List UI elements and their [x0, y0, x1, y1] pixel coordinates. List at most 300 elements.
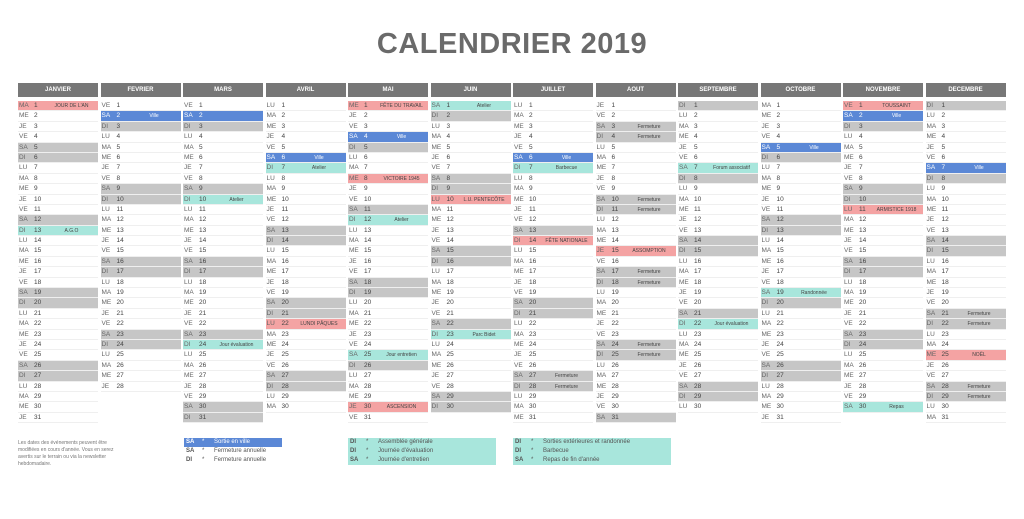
weekday-label: ME	[101, 153, 112, 161]
day-number: 8	[34, 174, 38, 182]
weekday-label: JE	[761, 122, 770, 130]
month-aout	[596, 83, 676, 423]
day-number: 23	[281, 330, 289, 338]
day-row	[596, 184, 676, 194]
weekday-label: ME	[101, 372, 112, 380]
day-number: 12	[611, 216, 619, 224]
weekday-label: MA	[184, 289, 194, 297]
day-number: 11	[199, 205, 206, 213]
day-row	[843, 278, 923, 288]
day-number: 12	[446, 216, 454, 224]
weekday-label: LU	[19, 164, 28, 172]
day-number: 20	[941, 299, 949, 307]
day-row	[18, 153, 98, 163]
day-number: 23	[199, 330, 207, 338]
day-row	[926, 319, 1006, 329]
day-number: 27	[446, 372, 454, 380]
day-row	[431, 267, 511, 277]
weekday-label: VE	[19, 205, 28, 213]
weekday-label: LU	[266, 320, 275, 328]
day-row	[513, 174, 593, 184]
day-number: 31	[364, 413, 372, 421]
day-row	[678, 392, 758, 402]
day-number: 15	[34, 247, 42, 255]
month-janvier	[18, 83, 98, 423]
weekday-label: DI	[514, 164, 521, 172]
day-number: 22	[611, 320, 619, 328]
day-number: 16	[199, 257, 207, 265]
weekday-label: VE	[596, 330, 606, 338]
day-number: 15	[281, 247, 289, 255]
day-row	[596, 361, 676, 371]
day-number: 3	[446, 122, 451, 130]
day-number: 13	[116, 226, 124, 234]
day-number: 10	[694, 195, 702, 203]
weekday-label: SA	[926, 164, 936, 172]
day-row	[183, 226, 263, 236]
day-number: 8	[611, 174, 616, 182]
day-row	[101, 361, 181, 371]
day-row	[596, 215, 676, 225]
day-number: 2	[529, 112, 533, 120]
day-row	[513, 195, 593, 205]
weekday-label: MA	[349, 309, 359, 317]
day-number: 19	[694, 289, 702, 297]
day-row	[596, 226, 676, 236]
day-row	[843, 288, 923, 298]
day-number: 24	[446, 340, 454, 348]
day-number: 18	[859, 278, 867, 286]
event-label: Atelier	[476, 103, 492, 109]
weekday-label: SA	[266, 299, 276, 307]
weekday-label: JE	[101, 237, 110, 245]
day-row	[926, 361, 1006, 371]
weekday-label: DI	[349, 289, 356, 297]
weekday-label: ME	[19, 330, 29, 338]
weekday-label: ME	[431, 289, 442, 297]
weekday-label: JE	[19, 195, 27, 203]
day-row	[678, 226, 758, 236]
weekday-label: ME	[761, 330, 772, 338]
legend-item	[348, 447, 496, 456]
day-number: 4	[34, 133, 38, 141]
weekday-label: MA	[19, 247, 29, 255]
weekday-label: LU	[844, 205, 853, 213]
month-mai	[348, 83, 428, 423]
day-number: 26	[281, 361, 289, 369]
day-number: 11	[446, 205, 454, 213]
weekday-label: MA	[926, 340, 937, 348]
legend-text: Fermeture annuelle	[214, 448, 267, 454]
weekday-label: MA	[184, 216, 194, 224]
day-number: 6	[529, 153, 533, 161]
day-row	[596, 122, 676, 132]
day-number: 1	[941, 102, 946, 109]
day-number: 15	[446, 247, 454, 255]
weekday-label: JE	[101, 382, 110, 390]
day-row	[926, 111, 1006, 121]
weekday-label: JE	[514, 205, 522, 213]
day-row	[183, 215, 263, 225]
day-number: 14	[694, 237, 702, 245]
day-row	[926, 132, 1006, 142]
weekday-label: LU	[101, 278, 110, 286]
legend-item	[513, 438, 671, 447]
event-label: Ville	[809, 144, 819, 151]
weekday-label: JE	[761, 195, 770, 203]
day-number: 10	[281, 195, 289, 203]
day-number: 20	[859, 299, 867, 307]
day-number: 8	[941, 174, 946, 182]
footnote: Les dates des événements peuvent être modifiées en cours d'année. Vous en serez avertis sur le terrain ou via la newsletter hebdomadaire.	[18, 440, 114, 467]
weekday-label: ME	[349, 102, 359, 109]
day-row	[18, 413, 98, 423]
day-row	[926, 413, 1006, 423]
day-number: 18	[446, 278, 454, 286]
day-row	[761, 205, 841, 215]
weekday-label: LU	[514, 392, 523, 400]
day-row	[513, 371, 593, 381]
day-number: 16	[446, 257, 454, 265]
day-row	[513, 382, 593, 392]
day-number: 18	[529, 278, 537, 286]
day-row	[926, 330, 1006, 340]
weekday-label: LU	[266, 392, 275, 400]
weekday-label: SA	[679, 164, 688, 172]
weekday-label: MA	[19, 392, 29, 400]
weekday-label: VE	[266, 289, 276, 297]
day-row	[843, 163, 923, 173]
weekday-label: ME	[926, 205, 937, 213]
weekday-label: MA	[596, 299, 607, 307]
day-number: 30	[364, 403, 372, 411]
weekday-label: SA	[431, 392, 441, 400]
weekday-label: DI	[926, 320, 933, 328]
event-label: FÊTE DU TRAVAIL	[380, 103, 423, 109]
day-row	[266, 382, 346, 392]
day-row	[926, 267, 1006, 277]
day-number: 10	[776, 195, 784, 203]
day-row	[101, 205, 181, 215]
day-row	[513, 267, 593, 277]
weekday-label: DI	[514, 237, 521, 245]
weekday-label: ME	[266, 195, 277, 203]
weekday-label: MA	[514, 185, 524, 193]
weekday-label: ME	[184, 153, 194, 161]
month-header: SEPTEMBRE	[678, 83, 758, 97]
event-label: NOËL	[972, 352, 986, 359]
day-row	[926, 184, 1006, 194]
day-row	[678, 122, 758, 132]
day-row	[431, 288, 511, 298]
weekday-label: LU	[926, 257, 935, 265]
day-row	[678, 205, 758, 215]
weekday-label: ME	[184, 372, 194, 380]
weekday-label: DI	[266, 164, 273, 172]
day-row	[348, 319, 428, 329]
weekday-label: ME	[679, 133, 689, 141]
day-row	[183, 236, 263, 246]
weekday-label: SA	[596, 195, 606, 203]
day-number: 13	[859, 226, 867, 234]
event-label: Jour évaluation	[219, 341, 254, 348]
weekday-label: MA	[184, 143, 194, 151]
weekday-label: LU	[679, 257, 688, 265]
day-row	[926, 163, 1006, 173]
day-row	[18, 236, 98, 246]
event-label: Fermeture	[637, 123, 661, 130]
day-row	[678, 330, 758, 340]
weekday-label: VE	[514, 361, 523, 369]
day-row	[926, 288, 1006, 298]
day-number: 12	[199, 216, 207, 224]
weekday-label: ME	[514, 195, 524, 203]
weekday-label: SA	[431, 102, 441, 109]
weekday-label: VE	[101, 247, 111, 255]
day-row	[183, 288, 263, 298]
weekday-label: SA	[19, 289, 28, 297]
weekday-label: MA	[266, 403, 277, 411]
day-row	[761, 246, 841, 256]
weekday-label: DI	[596, 205, 603, 213]
weekday-label: ME	[431, 143, 442, 151]
weekday-label: MA	[431, 351, 442, 359]
event-label: Fermeture	[637, 134, 661, 141]
event-label: Atelier	[311, 165, 327, 172]
weekday-label: VE	[266, 143, 276, 151]
day-row	[101, 246, 181, 256]
weekday-label: ME	[761, 257, 772, 265]
legend-col-3	[513, 438, 671, 465]
day-number: 20	[34, 299, 42, 307]
weekday-label: DI	[101, 340, 108, 348]
day-row	[926, 371, 1006, 381]
day-row	[101, 309, 181, 319]
month-octobre	[761, 83, 841, 423]
day-row	[678, 246, 758, 256]
day-row	[843, 257, 923, 267]
day-number: 18	[34, 278, 42, 286]
weekday-label: VE	[349, 268, 358, 276]
day-row	[926, 350, 1006, 360]
day-number: 14	[34, 237, 42, 245]
day-number: 5	[364, 143, 368, 151]
weekday-label: JE	[19, 340, 27, 348]
day-row	[431, 215, 511, 225]
day-number: 25	[34, 351, 42, 359]
weekday-label: LU	[19, 382, 28, 390]
day-row	[348, 361, 428, 371]
day-number: 8	[776, 174, 781, 182]
day-number: 25	[694, 351, 702, 359]
day-number: 15	[116, 247, 124, 255]
weekday-label: SA	[184, 330, 193, 338]
weekday-label: VE	[514, 216, 523, 224]
legend-text: Journée d'entretien	[378, 457, 430, 463]
weekday-label: MA	[844, 143, 854, 151]
weekday-label: DI	[926, 174, 933, 182]
weekday-label: ME	[596, 237, 607, 245]
day-row	[678, 132, 758, 142]
day-number: 21	[199, 309, 207, 317]
weekday-label: MA	[431, 205, 442, 213]
weekday-label: JE	[184, 164, 192, 172]
day-row	[596, 413, 676, 423]
month-avril	[266, 83, 346, 413]
day-row	[678, 257, 758, 267]
weekday-label: DI	[184, 122, 191, 130]
day-number: 2	[941, 112, 946, 120]
day-number: 29	[364, 392, 372, 400]
event-label: LUNDI PÂQUES	[300, 321, 338, 328]
weekday-label: SA	[184, 257, 193, 265]
legend-item	[184, 447, 282, 456]
page-title: CALENDRIER 2019	[376, 28, 648, 60]
day-number: 18	[116, 278, 124, 286]
weekday-label: JE	[844, 309, 852, 317]
weekday-label: DI	[431, 112, 438, 120]
weekday-label: VE	[844, 247, 853, 255]
weekday-label: MA	[596, 372, 607, 380]
legend-item	[348, 456, 496, 465]
weekday-label: MA	[761, 320, 772, 328]
weekday-label: JE	[514, 278, 522, 286]
day-row	[431, 143, 511, 153]
day-number: 12	[529, 216, 537, 224]
day-row	[513, 413, 593, 423]
legend-code: SA	[186, 448, 195, 454]
weekday-label: JE	[19, 413, 27, 421]
month-header: NOVEMBRE	[843, 83, 923, 97]
day-row	[843, 143, 923, 153]
day-number: 27	[941, 372, 949, 380]
weekday-label: MA	[101, 216, 112, 224]
day-row	[18, 132, 98, 142]
day-row	[101, 350, 181, 360]
event-label: Fermeture	[637, 352, 661, 359]
day-number: 25	[116, 351, 124, 359]
weekday-label: VE	[349, 413, 358, 421]
day-number: 21	[941, 309, 949, 317]
day-row	[183, 132, 263, 142]
day-row	[513, 122, 593, 132]
day-row	[678, 101, 758, 111]
weekday-label: SA	[844, 257, 853, 265]
day-row	[348, 402, 428, 412]
day-number: 17	[34, 268, 42, 276]
day-number: 4	[941, 133, 946, 141]
weekday-label: LU	[101, 205, 110, 213]
event-label: VICTOIRE 1945	[383, 175, 420, 182]
day-number: 30	[34, 403, 42, 411]
weekday-label: ME	[349, 174, 359, 182]
weekday-label: SA	[349, 205, 358, 213]
weekday-label: ME	[266, 340, 277, 348]
day-number: 23	[941, 330, 949, 338]
weekday-label: LU	[926, 403, 935, 411]
day-number: 19	[611, 289, 619, 297]
day-row	[183, 298, 263, 308]
weekday-label: ME	[844, 226, 854, 234]
day-number: 2	[446, 112, 451, 120]
day-number: 13	[529, 226, 537, 234]
weekday-label: DI	[844, 268, 851, 276]
day-row	[926, 205, 1006, 215]
day-number: 22	[941, 320, 949, 328]
day-number: 9	[859, 185, 863, 193]
weekday-label: VE	[266, 216, 276, 224]
weekday-label: DI	[266, 309, 273, 317]
month-header: DECEMBRE	[926, 83, 1006, 97]
day-row	[761, 371, 841, 381]
day-row	[596, 236, 676, 246]
day-row	[926, 122, 1006, 132]
weekday-label: MA	[101, 289, 112, 297]
day-number: 10	[34, 195, 42, 203]
day-row	[18, 340, 98, 350]
day-row	[596, 246, 676, 256]
day-number: 25	[859, 351, 867, 359]
day-row	[431, 195, 511, 205]
day-number: 27	[116, 372, 124, 380]
weekday-label: SA	[761, 289, 771, 297]
day-row	[348, 288, 428, 298]
day-number: 13	[941, 226, 949, 234]
weekday-label: ME	[184, 226, 194, 234]
weekday-label: MA	[514, 257, 524, 265]
day-row	[431, 319, 511, 329]
day-number: 2	[199, 112, 203, 120]
day-row	[513, 246, 593, 256]
weekday-label: ME	[19, 257, 29, 265]
day-row	[761, 215, 841, 225]
weekday-label: MA	[844, 289, 854, 297]
weekday-label: ME	[184, 299, 194, 307]
weekday-label: VE	[101, 174, 111, 182]
day-number: 7	[941, 164, 946, 172]
weekday-label: JE	[926, 361, 935, 369]
day-row	[266, 288, 346, 298]
day-row	[513, 184, 593, 194]
legend-code: DI	[515, 439, 521, 445]
day-number: 23	[34, 330, 42, 338]
day-row	[18, 319, 98, 329]
day-row	[843, 402, 923, 412]
day-row	[101, 215, 181, 225]
day-row	[513, 402, 593, 412]
day-row	[348, 371, 428, 381]
weekday-label: ME	[596, 382, 607, 390]
day-number: 22	[199, 320, 207, 328]
day-row	[101, 153, 181, 163]
day-number: 7	[611, 164, 616, 172]
day-number: 1	[611, 102, 616, 109]
weekday-label: MA	[19, 102, 29, 109]
day-number: 30	[529, 403, 537, 411]
day-number: 1	[446, 102, 451, 109]
day-row	[266, 101, 346, 111]
legend-symbol: *	[202, 439, 205, 445]
day-row	[513, 143, 593, 153]
month-juillet	[513, 83, 593, 423]
day-row	[431, 236, 511, 246]
day-row	[678, 288, 758, 298]
weekday-label: DI	[926, 392, 933, 400]
day-row	[926, 195, 1006, 205]
event-label: ASCENSION	[386, 404, 417, 411]
legend-item	[513, 447, 671, 456]
day-number: 5	[941, 143, 946, 151]
